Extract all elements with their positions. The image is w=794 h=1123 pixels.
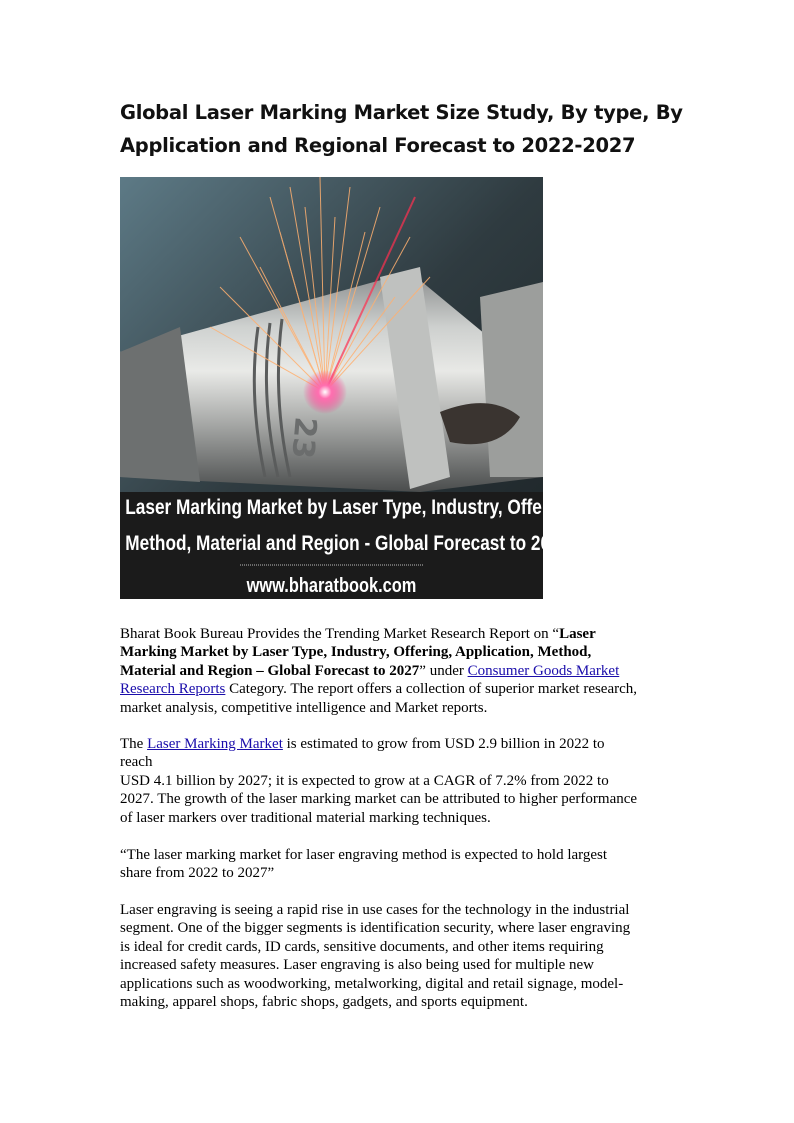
- growth-prefix: The: [120, 736, 148, 752]
- title-line-2: Application and Regional Forecast to 2022-2027: [120, 134, 636, 157]
- hero-image: [120, 177, 682, 599]
- growth-line-3: USD 4.1 billion by 2027; it is expected to grow at a CAGR of 7.2% from 2022 to: [120, 772, 609, 789]
- hero-caption-line-1: Laser Marking Market by Laser Type, Industry, Offering, Application,: [125, 496, 682, 519]
- report-title-part-1: Laser: [559, 626, 596, 642]
- engraving-line-4: increased safety measures. Laser engraving is also being used for multiple new: [120, 957, 595, 974]
- intro-lead: Bharat Book Bureau Provides the Trending Market Research Report on “: [120, 626, 560, 642]
- hero-website: www.bharatbook.com: [246, 575, 417, 597]
- quote-paragraph: [120, 846, 680, 883]
- engraving-line-1: Laser engraving is seeing a rapid rise in use cases for the technology in the industrial: [120, 902, 630, 918]
- report-title-part-3: Material and Region – Global Forecast to 2027: [120, 662, 420, 679]
- laser-marking-market-link[interactable]: Laser Marking Market: [147, 736, 283, 752]
- intro-last-line: market analysis, competitive intelligence and Market reports.: [120, 699, 488, 716]
- page-title: [120, 96, 720, 162]
- growth-line-5: of laser markers over traditional material marking techniques.: [120, 809, 491, 826]
- report-title-part-2: Marking Market by Laser Type, Industry, Offering, Application, Method,: [120, 644, 592, 661]
- growth-paragraph: [120, 735, 680, 827]
- engraved-number: 23: [284, 415, 323, 461]
- category-link-part-2[interactable]: Research Reports: [120, 681, 226, 698]
- title-line-1: Global Laser Marking Market Size Study, By type, By: [120, 101, 683, 124]
- intro-paragraph: [120, 625, 680, 717]
- hero-caption-line-2: Method, Material and Region - Global Forecast to 2027: [125, 532, 570, 555]
- quote-line-1: “The laser marking market for laser engraving method is expected to hold largest: [120, 847, 608, 863]
- engraving-line-3: is ideal for credit cards, ID cards, sensitive documents, and other items requiring: [120, 938, 604, 955]
- growth-line-4: 2027. The growth of the laser marking market can be attributed to higher performance: [120, 791, 638, 808]
- engraving-paragraph: [120, 901, 680, 1011]
- category-link-part-1[interactable]: Consumer Goods Market: [467, 662, 620, 679]
- intro-after-link: Category. The report offers a collection of superior market research,: [225, 681, 638, 698]
- engraving-line-5: applications such as woodworking, metalworking, digital and retail signage, model-: [120, 975, 624, 992]
- engraving-line-2: segment. One of the bigger segments is identification security, where laser engraving: [120, 920, 631, 937]
- growth-line-1: is estimated to grow from USD 2.9 billion in 2022 to: [282, 736, 605, 752]
- intro-after-title: ” under: [419, 662, 468, 679]
- engraving-line-6: making, apparel shops, fabric shops, gadgets, and sports equipment.: [120, 994, 528, 1011]
- quote-line-2: share from 2022 to 2027”: [120, 865, 275, 882]
- growth-line-2: reach: [120, 754, 153, 771]
